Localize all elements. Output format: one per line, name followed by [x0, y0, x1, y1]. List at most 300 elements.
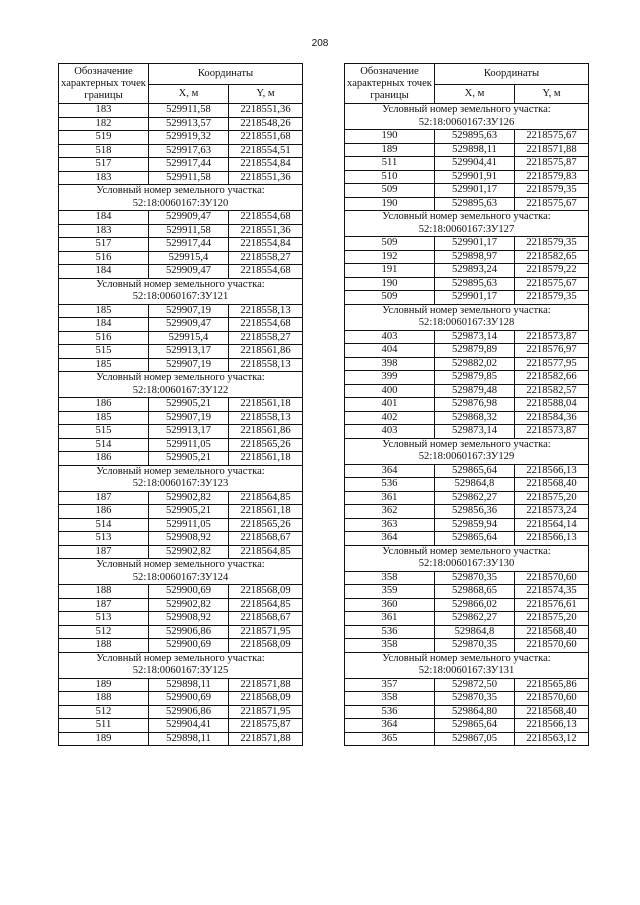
y-coordinate-cell: 2218577,95: [515, 357, 589, 371]
point-id-cell: 511: [345, 157, 435, 171]
point-id-cell: 185: [59, 304, 149, 318]
plot-number-label: Условный номер земельного участка: 52:18:0060167:ЗУ124: [59, 559, 303, 585]
y-coordinate-cell: 2218584,36: [515, 411, 589, 425]
point-id-cell: 183: [59, 104, 149, 118]
x-coordinate-cell: 529902,82: [149, 545, 229, 559]
point-id-cell: 362: [345, 505, 435, 519]
point-row: [59, 598, 303, 612]
y-coordinate-cell: 2218551,36: [229, 171, 303, 185]
y-coordinate-cell: 2218551,36: [229, 224, 303, 238]
x-coordinate-cell: 529900,69: [149, 585, 229, 599]
y-coordinate-cell: 2218566,13: [515, 719, 589, 733]
point-id-cell: 182: [59, 117, 149, 131]
header-designation: Обозначение характерных точек границы: [345, 64, 435, 104]
x-coordinate-cell: 529904,41: [435, 157, 515, 171]
point-id-cell: 183: [59, 224, 149, 238]
point-row: [59, 452, 303, 466]
x-coordinate-cell: 529895,63: [435, 197, 515, 211]
x-coordinate-cell: 529911,05: [149, 438, 229, 452]
point-id-cell: 403: [345, 330, 435, 344]
point-row: [345, 357, 589, 371]
plot-number-label: Условный номер земельного участка: 52:18:0060167:ЗУ128: [345, 304, 589, 330]
point-id-cell: 510: [345, 170, 435, 184]
point-row: [345, 464, 589, 478]
y-coordinate-cell: 2218568,09: [229, 639, 303, 653]
point-row: [59, 331, 303, 345]
point-id-cell: 513: [59, 532, 149, 546]
point-id-cell: 364: [345, 464, 435, 478]
x-coordinate-cell: 529911,58: [149, 171, 229, 185]
y-coordinate-cell: 2218568,40: [515, 705, 589, 719]
point-row: [345, 625, 589, 639]
point-id-cell: 515: [59, 425, 149, 439]
plot-header-row: [59, 185, 303, 211]
y-coordinate-cell: 2218579,22: [515, 264, 589, 278]
x-coordinate-cell: 529905,21: [149, 398, 229, 412]
x-coordinate-cell: 529898,97: [435, 250, 515, 264]
plot-header-row: [345, 545, 589, 571]
y-coordinate-cell: 2218579,35: [515, 291, 589, 305]
x-coordinate-cell: 529911,05: [149, 518, 229, 532]
point-id-cell: 188: [59, 585, 149, 599]
header-coordinates: Координаты: [149, 64, 303, 85]
point-id-cell: 358: [345, 692, 435, 706]
point-row: [59, 358, 303, 372]
point-id-cell: 190: [345, 197, 435, 211]
y-coordinate-cell: 2218558,13: [229, 411, 303, 425]
y-coordinate-cell: 2218568,09: [229, 585, 303, 599]
plot-number-label: Условный номер земельного участка: 52:18:0060167:ЗУ127: [345, 211, 589, 237]
x-coordinate-cell: 529870,35: [435, 571, 515, 585]
point-row: [59, 265, 303, 279]
y-coordinate-cell: 2218582,65: [515, 250, 589, 264]
plot-header-row: [345, 304, 589, 330]
header-x: X, м: [435, 85, 515, 104]
x-coordinate-cell: 529901,17: [435, 291, 515, 305]
point-row: [59, 505, 303, 519]
y-coordinate-cell: 2218582,57: [515, 384, 589, 398]
point-row: [59, 117, 303, 131]
point-row: [345, 264, 589, 278]
point-id-cell: 404: [345, 344, 435, 358]
x-coordinate-cell: 529895,63: [435, 130, 515, 144]
point-id-cell: 518: [59, 144, 149, 158]
point-row: [59, 491, 303, 505]
x-coordinate-cell: 529859,94: [435, 518, 515, 532]
y-coordinate-cell: 2218561,86: [229, 345, 303, 359]
point-row: [345, 571, 589, 585]
point-id-cell: 358: [345, 639, 435, 653]
point-id-cell: 189: [345, 143, 435, 157]
x-coordinate-cell: 529908,92: [149, 612, 229, 626]
x-coordinate-cell: 529856,36: [435, 505, 515, 519]
y-coordinate-cell: 2218561,18: [229, 452, 303, 466]
point-id-cell: 509: [345, 184, 435, 198]
y-coordinate-cell: 2218558,13: [229, 304, 303, 318]
x-coordinate-cell: 529909,47: [149, 318, 229, 332]
point-row: [345, 585, 589, 599]
point-row: [59, 251, 303, 265]
plot-header-row: [59, 278, 303, 304]
y-coordinate-cell: 2218564,85: [229, 545, 303, 559]
y-coordinate-cell: 2218575,67: [515, 197, 589, 211]
point-id-cell: 400: [345, 384, 435, 398]
point-row: [59, 224, 303, 238]
point-id-cell: 192: [345, 250, 435, 264]
point-row: [345, 425, 589, 439]
x-coordinate-cell: 529905,21: [149, 452, 229, 466]
header-coordinates: Координаты: [435, 64, 589, 85]
x-coordinate-cell: 529913,57: [149, 117, 229, 131]
y-coordinate-cell: 2218564,85: [229, 598, 303, 612]
plot-number-label: Условный номер земельного участка: 52:18:0060167:ЗУ130: [345, 545, 589, 571]
x-coordinate-cell: 529864,8: [435, 625, 515, 639]
y-coordinate-cell: 2218554,68: [229, 318, 303, 332]
point-row: [59, 719, 303, 733]
point-row: [59, 705, 303, 719]
point-row: [59, 585, 303, 599]
point-row: [345, 692, 589, 706]
point-row: [59, 238, 303, 252]
point-row: [345, 478, 589, 492]
y-coordinate-cell: 2218554,68: [229, 265, 303, 279]
x-coordinate-cell: 529870,35: [435, 639, 515, 653]
point-row: [345, 491, 589, 505]
point-id-cell: 403: [345, 425, 435, 439]
y-coordinate-cell: 2218561,86: [229, 425, 303, 439]
point-id-cell: 360: [345, 598, 435, 612]
point-id-cell: 363: [345, 518, 435, 532]
point-row: [345, 732, 589, 746]
x-coordinate-cell: 529917,63: [149, 144, 229, 158]
point-row: [59, 304, 303, 318]
x-coordinate-cell: 529913,17: [149, 345, 229, 359]
point-row: [345, 384, 589, 398]
x-coordinate-cell: 529905,21: [149, 505, 229, 519]
point-row: [345, 197, 589, 211]
plot-number-label: Условный номер земельного участка: 52:18:0060167:ЗУ121: [59, 278, 303, 304]
y-coordinate-cell: 2218570,60: [515, 571, 589, 585]
x-coordinate-cell: 529870,35: [435, 692, 515, 706]
x-coordinate-cell: 529915,4: [149, 331, 229, 345]
point-row: [345, 532, 589, 546]
y-coordinate-cell: 2218564,85: [229, 491, 303, 505]
y-coordinate-cell: 2218554,51: [229, 144, 303, 158]
point-row: [59, 171, 303, 185]
y-coordinate-cell: 2218570,60: [515, 639, 589, 653]
y-coordinate-cell: 2218551,68: [229, 131, 303, 145]
point-id-cell: 185: [59, 358, 149, 372]
x-coordinate-cell: 529862,27: [435, 612, 515, 626]
y-coordinate-cell: 2218573,24: [515, 505, 589, 519]
y-coordinate-cell: 2218576,61: [515, 598, 589, 612]
y-coordinate-cell: 2218575,87: [515, 157, 589, 171]
plot-number-label: Условный номер земельного участка: 52:18:0060167:ЗУ123: [59, 465, 303, 491]
point-id-cell: 184: [59, 211, 149, 225]
y-coordinate-cell: 2218568,67: [229, 612, 303, 626]
point-row: [59, 625, 303, 639]
point-id-cell: 516: [59, 251, 149, 265]
point-id-cell: 188: [59, 692, 149, 706]
point-id-cell: 536: [345, 478, 435, 492]
y-coordinate-cell: 2218579,83: [515, 170, 589, 184]
point-row: [345, 639, 589, 653]
y-coordinate-cell: 2218568,40: [515, 478, 589, 492]
x-coordinate-cell: 529906,86: [149, 625, 229, 639]
y-coordinate-cell: 2218574,35: [515, 585, 589, 599]
point-row: [345, 277, 589, 291]
point-row: [345, 157, 589, 171]
y-coordinate-cell: 2218565,26: [229, 518, 303, 532]
plot-number-label: Условный номер земельного участка: 52:18:0060167:ЗУ120: [59, 185, 303, 211]
y-coordinate-cell: 2218575,67: [515, 277, 589, 291]
point-id-cell: 512: [59, 705, 149, 719]
point-id-cell: 186: [59, 505, 149, 519]
point-id-cell: 516: [59, 331, 149, 345]
y-coordinate-cell: 2218566,13: [515, 464, 589, 478]
y-coordinate-cell: 2218582,66: [515, 371, 589, 385]
x-coordinate-cell: 529879,48: [435, 384, 515, 398]
x-coordinate-cell: 529901,17: [435, 237, 515, 251]
y-coordinate-cell: 2218568,67: [229, 532, 303, 546]
x-coordinate-cell: 529909,47: [149, 211, 229, 225]
header-x: X, м: [149, 85, 229, 104]
point-row: [59, 518, 303, 532]
point-row: [59, 131, 303, 145]
point-id-cell: 509: [345, 237, 435, 251]
plot-number-label: Условный номер земельного участка: 52:18:0060167:ЗУ125: [59, 652, 303, 678]
y-coordinate-cell: 2218576,97: [515, 344, 589, 358]
x-coordinate-cell: 529902,82: [149, 491, 229, 505]
x-coordinate-cell: 529895,63: [435, 277, 515, 291]
point-row: [345, 184, 589, 198]
point-row: [59, 104, 303, 118]
x-coordinate-cell: 529873,14: [435, 425, 515, 439]
x-coordinate-cell: 529900,69: [149, 639, 229, 653]
x-coordinate-cell: 529901,91: [435, 170, 515, 184]
plot-number-label: Условный номер земельного участка: 52:18:0060167:ЗУ131: [345, 652, 589, 678]
point-id-cell: 190: [345, 130, 435, 144]
point-row: [345, 678, 589, 692]
point-row: [59, 211, 303, 225]
x-coordinate-cell: 529913,17: [149, 425, 229, 439]
point-id-cell: 509: [345, 291, 435, 305]
y-coordinate-cell: 2218575,20: [515, 612, 589, 626]
y-coordinate-cell: 2218561,18: [229, 398, 303, 412]
x-coordinate-cell: 529917,44: [149, 158, 229, 172]
x-coordinate-cell: 529893,24: [435, 264, 515, 278]
y-coordinate-cell: 2218568,40: [515, 625, 589, 639]
point-row: [59, 692, 303, 706]
y-coordinate-cell: 2218575,67: [515, 130, 589, 144]
y-coordinate-cell: 2218571,88: [229, 732, 303, 746]
y-coordinate-cell: 2218571,95: [229, 625, 303, 639]
x-coordinate-cell: 529909,47: [149, 265, 229, 279]
y-coordinate-cell: 2218548,26: [229, 117, 303, 131]
y-coordinate-cell: 2218564,14: [515, 518, 589, 532]
point-id-cell: 514: [59, 518, 149, 532]
x-coordinate-cell: 529872,50: [435, 678, 515, 692]
point-id-cell: 183: [59, 171, 149, 185]
point-row: [345, 505, 589, 519]
point-id-cell: 398: [345, 357, 435, 371]
y-coordinate-cell: 2218554,84: [229, 238, 303, 252]
point-row: [59, 144, 303, 158]
y-coordinate-cell: 2218558,27: [229, 251, 303, 265]
x-coordinate-cell: 529904,41: [149, 719, 229, 733]
point-id-cell: 364: [345, 719, 435, 733]
y-coordinate-cell: 2218554,84: [229, 158, 303, 172]
point-id-cell: 401: [345, 398, 435, 412]
x-coordinate-cell: 529864,80: [435, 705, 515, 719]
point-row: [59, 158, 303, 172]
x-coordinate-cell: 529907,19: [149, 358, 229, 372]
y-coordinate-cell: 2218565,86: [515, 678, 589, 692]
point-id-cell: 187: [59, 545, 149, 559]
plot-number-label: Условный номер земельного участка: 52:18:0060167:ЗУ129: [345, 438, 589, 464]
point-id-cell: 517: [59, 238, 149, 252]
point-id-cell: 185: [59, 411, 149, 425]
point-id-cell: 184: [59, 265, 149, 279]
x-coordinate-cell: 529911,58: [149, 224, 229, 238]
y-coordinate-cell: 2218575,87: [229, 719, 303, 733]
point-id-cell: 188: [59, 639, 149, 653]
x-coordinate-cell: 529865,64: [435, 532, 515, 546]
point-id-cell: 361: [345, 491, 435, 505]
x-coordinate-cell: 529867,05: [435, 732, 515, 746]
x-coordinate-cell: 529911,58: [149, 104, 229, 118]
point-row: [59, 438, 303, 452]
x-coordinate-cell: 529866,02: [435, 598, 515, 612]
point-id-cell: 519: [59, 131, 149, 145]
point-row: [345, 411, 589, 425]
point-id-cell: 402: [345, 411, 435, 425]
header-designation: Обозначение характерных точек границы: [59, 64, 149, 104]
point-row: [345, 170, 589, 184]
y-coordinate-cell: 2218588,04: [515, 398, 589, 412]
y-coordinate-cell: 2218566,13: [515, 532, 589, 546]
coordinates-table-left: [58, 63, 303, 746]
point-row: [59, 425, 303, 439]
point-id-cell: 184: [59, 318, 149, 332]
point-id-cell: 359: [345, 585, 435, 599]
point-id-cell: 189: [59, 732, 149, 746]
point-id-cell: 512: [59, 625, 149, 639]
plot-number-label: Условный номер земельного участка: 52:18:0060167:ЗУ126: [345, 104, 589, 130]
x-coordinate-cell: 529906,86: [149, 705, 229, 719]
point-row: [59, 532, 303, 546]
header-y: Y, м: [229, 85, 303, 104]
point-id-cell: 364: [345, 532, 435, 546]
point-row: [59, 612, 303, 626]
point-row: [345, 598, 589, 612]
y-coordinate-cell: 2218563,12: [515, 732, 589, 746]
x-coordinate-cell: 529865,64: [435, 464, 515, 478]
plot-header-row: [59, 652, 303, 678]
point-row: [345, 518, 589, 532]
point-row: [59, 732, 303, 746]
point-row: [345, 344, 589, 358]
x-coordinate-cell: 529900,69: [149, 692, 229, 706]
y-coordinate-cell: 2218573,87: [515, 425, 589, 439]
point-row: [345, 250, 589, 264]
point-id-cell: 536: [345, 705, 435, 719]
point-row: [59, 318, 303, 332]
point-row: [345, 719, 589, 733]
point-row: [345, 130, 589, 144]
page-number: 208: [311, 38, 329, 49]
point-id-cell: 191: [345, 264, 435, 278]
point-id-cell: 186: [59, 398, 149, 412]
x-coordinate-cell: 529898,11: [149, 678, 229, 692]
x-coordinate-cell: 529879,89: [435, 344, 515, 358]
point-id-cell: 189: [59, 678, 149, 692]
point-id-cell: 357: [345, 678, 435, 692]
point-row: [345, 612, 589, 626]
y-coordinate-cell: 2218568,09: [229, 692, 303, 706]
point-id-cell: 514: [59, 438, 149, 452]
point-id-cell: 513: [59, 612, 149, 626]
point-row: [59, 398, 303, 412]
plot-header-row: [59, 465, 303, 491]
point-id-cell: 187: [59, 491, 149, 505]
x-coordinate-cell: 529862,27: [435, 491, 515, 505]
y-coordinate-cell: 2218561,18: [229, 505, 303, 519]
y-coordinate-cell: 2218558,27: [229, 331, 303, 345]
x-coordinate-cell: 529882,02: [435, 357, 515, 371]
x-coordinate-cell: 529868,65: [435, 585, 515, 599]
x-coordinate-cell: 529873,14: [435, 330, 515, 344]
y-coordinate-cell: 2218571,95: [229, 705, 303, 719]
point-row: [345, 330, 589, 344]
point-id-cell: 515: [59, 345, 149, 359]
plot-header-row: [345, 652, 589, 678]
plot-header-row: [345, 211, 589, 237]
y-coordinate-cell: 2218573,87: [515, 330, 589, 344]
x-coordinate-cell: 529915,4: [149, 251, 229, 265]
point-id-cell: 365: [345, 732, 435, 746]
point-id-cell: 511: [59, 719, 149, 733]
y-coordinate-cell: 2218565,26: [229, 438, 303, 452]
x-coordinate-cell: 529917,44: [149, 238, 229, 252]
point-row: [345, 143, 589, 157]
plot-header-row: [345, 438, 589, 464]
point-row: [59, 545, 303, 559]
y-coordinate-cell: 2218551,36: [229, 104, 303, 118]
point-id-cell: 517: [59, 158, 149, 172]
x-coordinate-cell: 529901,17: [435, 184, 515, 198]
point-id-cell: 361: [345, 612, 435, 626]
y-coordinate-cell: 2218571,88: [229, 678, 303, 692]
x-coordinate-cell: 529907,19: [149, 411, 229, 425]
point-row: [345, 371, 589, 385]
y-coordinate-cell: 2218570,60: [515, 692, 589, 706]
x-coordinate-cell: 529919,32: [149, 131, 229, 145]
point-id-cell: 399: [345, 371, 435, 385]
y-coordinate-cell: 2218579,35: [515, 184, 589, 198]
point-row: [59, 678, 303, 692]
plot-header-row: [345, 104, 589, 130]
y-coordinate-cell: 2218558,13: [229, 358, 303, 372]
x-coordinate-cell: 529908,92: [149, 532, 229, 546]
x-coordinate-cell: 529876,98: [435, 398, 515, 412]
point-id-cell: 186: [59, 452, 149, 466]
y-coordinate-cell: 2218575,20: [515, 491, 589, 505]
x-coordinate-cell: 529898,11: [149, 732, 229, 746]
point-row: [345, 291, 589, 305]
x-coordinate-cell: 529868,32: [435, 411, 515, 425]
y-coordinate-cell: 2218579,35: [515, 237, 589, 251]
